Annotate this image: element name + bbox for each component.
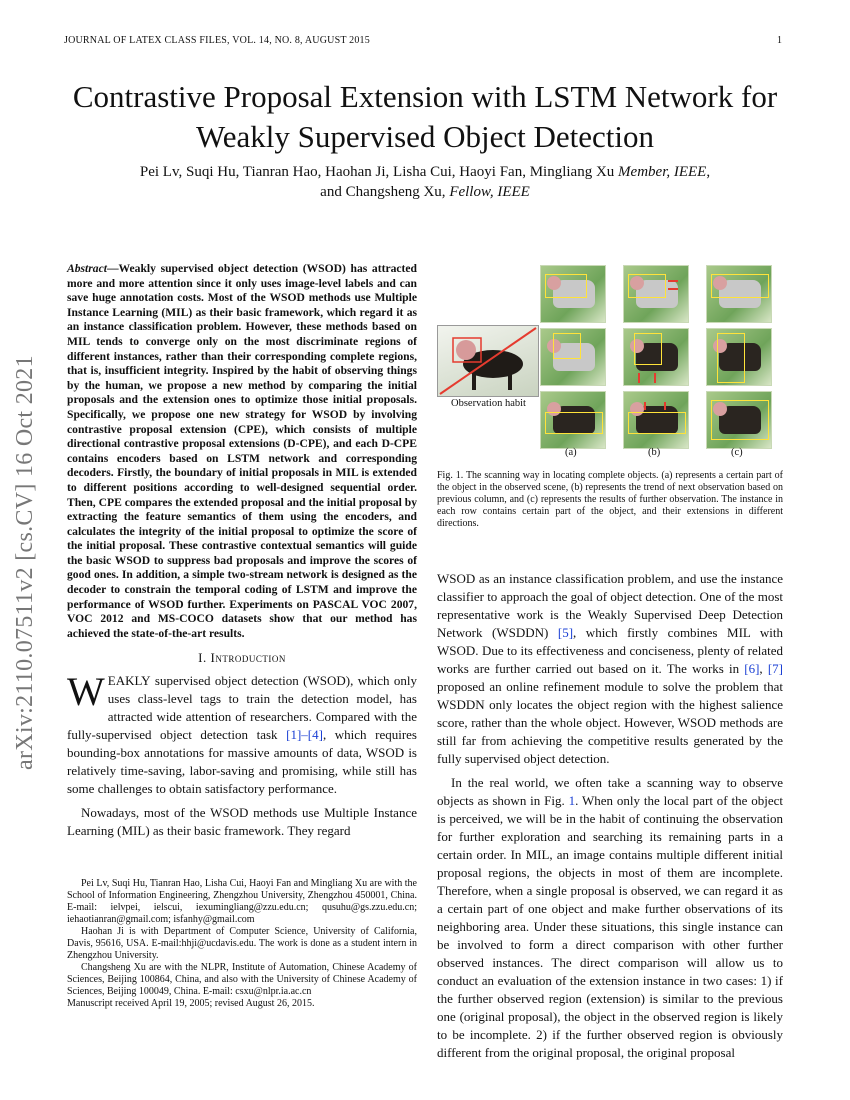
right-paragraph-1 [437,570,783,768]
citation-link[interactable]: [7] [767,661,783,676]
authors-line-1: Pei Lv, Suqi Hu, Tianran Hao, Haohan Ji, Lisha Cui, Haoyi Fan, Mingliang Xu [139,164,615,180]
intro-paragraph-1 [67,669,417,798]
section-heading-introduction [67,650,417,666]
right-p1-text-c: , [759,661,768,676]
authors-role-1: Member, IEEE [618,164,707,180]
figure-1 [437,265,782,465]
right-paragraph-2 [437,774,783,1062]
figure-caption: Fig. 1. The scanning way in locating complete objects. (a) represents a certain part of the object in the observed scene, (b) represents the trend of next observation based on previous column, and (c) represents the results of further observation. The instance in each row contains certain part of the object, and their extensions in different directions. [437,470,783,529]
fig-col-label-a: (a) [565,447,577,458]
intro-left-column [67,669,417,840]
right-p2-text-b: . When only the local part of the object is perceived, we will be in the habit of continuing the observation for further exploration and searching its remaining parts in a certain order. In MIL, an image contains multiple different initial proposal regions, the objects in most of them are incomplete. Therefore, when a single proposal is observed, we can regard it as a certain part of one object and make further observations of its neighboring area. Under these situations, this single instance can be involved to form a direct comparison with other further observed instances. The direct comparison will allow us to conduct an evaluation of the extension instance in two cases: 1) if the further observed region (extension) is similar to the previous one (original proposal), the object in the observed region is likely to be incomplete. 2) if the further observed region is obviously different from the original proposal, the original proposal [437,793,783,1060]
fig-thumb-r2-c [706,328,772,386]
section-title: Introduction [210,650,286,665]
paper-title: Contrastive Proposal Extension with LSTM Network for Weakly Supervised Object Detection [72,79,778,154]
author-list: Pei Lv, Suqi Hu, Tianran Hao, Haohan Ji, Lisha Cui, Haoyi Fan, Mingliang Xu Member, IEEE, and Changsheng Xu, Fellow, IEEE [139,164,711,200]
citation-link[interactable]: [6] [744,661,760,676]
right-p1-text-a: WSOD as an instance classification problem, and use the instance classifier to approach the goal of object detection. One of the most representative work is the Weakly Supervised Deep Detection Network (WSDDN) [437,571,783,640]
fig-thumb-r1-a [540,265,606,323]
fig-col-label-b: (b) [648,447,661,458]
authors-line-2: and Changsheng Xu, [320,184,446,200]
fig-thumb-r2-b [623,328,689,386]
abstract [67,262,417,641]
citation-link[interactable]: [1]–[4] [286,727,323,742]
running-header: JOURNAL OF LATEX CLASS FILES, VOL. 14, NO. 8, AUGUST 2015 [64,35,370,46]
footnotes [67,878,417,1010]
intro-p1-text-b: , which requires bounding-box annotations for massive amounts of data, WSOD is relatively time-saving, labor-saving and promising, while still has some challenges to obtain satisfactory performance. [67,727,417,796]
observation-dog-illustration [438,326,538,396]
fig-thumb-r3-a [540,391,606,449]
observation-label: Observation habit [451,398,526,409]
arxiv-stamp [6,300,36,770]
footnote-affiliation-1: Pei Lv, Suqi Hu, Tianran Hao, Lisha Cui, Haoyi Fan and Mingliang Xu are with the School of Information Engineering, Zhengzhou University, Zhengzhou 450001, China. E-mail: ielvpei, ielscui, iexumingliang@zzu.edu.cn; qusuhu@gs.zzu.edu.cn; iehaotianran@gmail.com; isfanhy@gmail.com [67,878,417,925]
fig-thumb-r2-a [540,328,606,386]
figure-reference-link[interactable]: 1 [568,793,576,808]
right-p1-text-d: proposed an online refinement module to solve the problem that WSDDN only locates the object region with the highest salience score, rather than the whole object. However, WSOD methods are still far from achieving the competitive results generated by the fully supervised object detection. [437,679,783,766]
page-number: 1 [777,35,782,46]
abstract-lead: Abstract [67,262,107,275]
intro-first-word: EAKLY [107,673,151,688]
fig-thumb-r1-b [623,265,689,323]
fig-thumb-r1-c [706,265,772,323]
citation-link[interactable]: [5] [557,625,574,640]
right-p2-text-a: In the real world, we often take a scanning way to observe objects as shown in Fig. [437,775,783,808]
fig-thumb-r3-c [706,391,772,449]
intro-paragraph-2: Nowadays, most of the WSOD methods use Multiple Instance Learning (MIL) as their basic framework. They regard [67,805,417,838]
abstract-text: —Weakly supervised object detection (WSOD) has attracted more and more attention since it only uses image-level labels and can save huge annotation costs. Most of the WSOD methods use Multiple Instance Learning (MIL) as their basic framework, which regard it as an instance classification problem. However, these methods based on MIL tends to converge only on the most discriminate regions of different instances, rather than their corresponding complete regions, that is, insufficient integrity. Inspired by the habit of observing things by the human, we propose a new method by comparing the initial proposals and the extension ones to optimize those initial proposals. Specifically, we propose one new strategy for WSOD by involving contrastive proposal extension (CPE), which consists of multiple directional contrastive proposal extensions (D-CPE), and each D-CPE contains encoders based on LSTM network and corresponding decoders. Firstly, the boundary of initial proposals in MIL is extended to different positions according to well-designed sequential order. Then, CPE compares the extended proposal and the initial proposal by extracting the feature semantics of them using the encoders, and calculates the integrity of the initial proposal to optimize the score of the initial proposal. These contrastive contextual semantics will guide the basic WSOD to suppress bad proposals and improve the scores of good ones. In addition, a simple two-stream network is designed as the decoder to constrain the temporal coding of LSTM and improve the performance of WSOD further. Experiments on PASCAL VOC 2007, VOC 2012 and MS-COCO datasets show that our method has achieved the state-of-the-art results. [67,262,417,640]
footnote-affiliation-3: Changsheng Xu are with the NLPR, Institute of Automation, Chinese Academy of Sciences, Beijing 100864, China, and also with the University of Chinese Academy of Sciences, Beijing 100049, China. E-mail: csxu@nlpr.ia.ac.cn [67,962,417,997]
section-number: I. [198,650,207,665]
observation-image [437,325,539,397]
fig-col-label-c: (c) [731,447,743,458]
authors-role-2: Fellow, IEEE [449,184,530,200]
right-p1-text-b: , which firstly combines MIL with WSOD. Due to its effectiveness and conciseness, plenty of related works are further carried out based on it. The works in [437,625,783,676]
footnote-manuscript: Manuscript received April 19, 2005; revised August 26, 2015. [67,998,315,1009]
footnote-affiliation-2: Haohan Ji is with Department of Computer Science, University of California, Davis, 95616, USA. E-mail:hhji@ucdavis.edu. The work is done as a student intern in Zhengzhou University. [67,926,417,961]
intro-p1-text-a: supervised object detection (WSOD), which only uses class-level tags to train the detection model, has attracted wide attention of researchers. Compared with the fully-supervised object detection task [67,673,417,742]
intro-right-column [437,570,783,1062]
fig-thumb-r3-b [623,391,689,449]
drop-cap: W [67,669,105,714]
arxiv-stamp-text: arXiv:2110.07511v2 [cs.CV] 16 Oct 2021 [12,355,38,770]
